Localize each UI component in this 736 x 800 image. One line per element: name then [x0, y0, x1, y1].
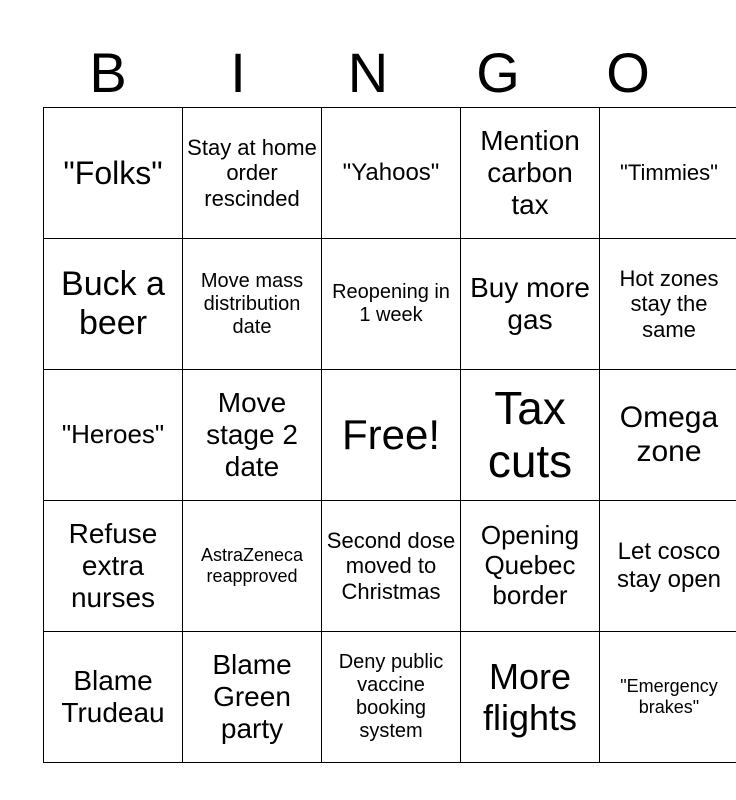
bingo-row: [44, 501, 736, 632]
bingo-cell[interactable]: Blame Trudeau: [44, 632, 183, 763]
bingo-cell[interactable]: Omega zone: [600, 370, 736, 501]
bingo-cell free-space[interactable]: Free!: [322, 370, 461, 501]
bingo-card: [43, 107, 736, 763]
bingo-cell[interactable]: "Timmies": [600, 108, 736, 239]
bingo-cell[interactable]: Let cosco stay open: [600, 501, 736, 632]
bingo-cell[interactable]: "Heroes": [44, 370, 183, 501]
bingo-cell[interactable]: AstraZeneca reapproved: [183, 501, 322, 632]
bingo-cell[interactable]: Second dose moved to Christmas: [322, 501, 461, 632]
bingo-cell[interactable]: Deny public vaccine booking system: [322, 632, 461, 763]
bingo-cell[interactable]: Buck a beer: [44, 239, 183, 370]
bingo-cell[interactable]: Mention carbon tax: [461, 108, 600, 239]
bingo-cell[interactable]: Blame Green party: [183, 632, 322, 763]
header-letter-b: B: [89, 41, 127, 104]
bingo-row: [44, 632, 736, 763]
bingo-cell[interactable]: Move mass distribution date: [183, 239, 322, 370]
bingo-row: [44, 108, 736, 239]
bingo-cell[interactable]: Tax cuts: [461, 370, 600, 501]
bingo-cell[interactable]: "Emergency brakes": [600, 632, 736, 763]
bingo-header: [43, 40, 693, 106]
bingo-cell[interactable]: Hot zones stay the same: [600, 239, 736, 370]
header-letter-o: O: [606, 41, 650, 104]
bingo-cell[interactable]: Reopening in 1 week: [322, 239, 461, 370]
bingo-cell[interactable]: Buy more gas: [461, 239, 600, 370]
bingo-cell[interactable]: Opening Quebec border: [461, 501, 600, 632]
bingo-cell[interactable]: "Yahoos": [322, 108, 461, 239]
bingo-row: [44, 370, 736, 501]
bingo-cell[interactable]: Refuse extra nurses: [44, 501, 183, 632]
bingo-cell[interactable]: "Folks": [44, 108, 183, 239]
bingo-cell[interactable]: Stay at home order rescinded: [183, 108, 322, 239]
header-letter-n: N: [347, 41, 389, 104]
header-letter-i: I: [230, 41, 246, 104]
bingo-cell[interactable]: Move stage 2 date: [183, 370, 322, 501]
bingo-row: [44, 239, 736, 370]
header-letter-g: G: [476, 41, 520, 104]
bingo-cell[interactable]: More flights: [461, 632, 600, 763]
